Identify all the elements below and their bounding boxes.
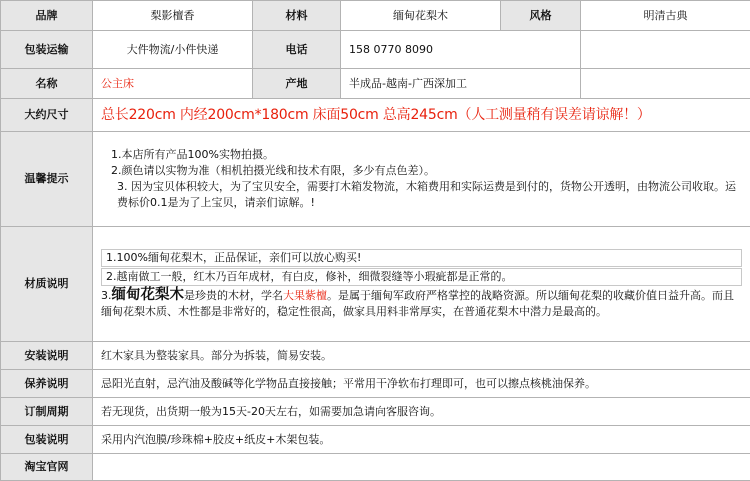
brand-value: 梨影檀香 xyxy=(93,1,253,31)
name-value: 公主床 xyxy=(93,69,253,99)
quality-line-1: 1.100%缅甸花梨木，正品保证，亲们可以放心购买! xyxy=(101,249,742,267)
row-name xyxy=(1,69,750,99)
empty-cell xyxy=(581,69,750,99)
origin-value: 半成品-越南-广西深加工 xyxy=(341,69,581,99)
style-value: 明清古典 xyxy=(581,1,750,31)
order-value: 若无现货，出货期一般为15天-20天左右，如需要加急请向客服咨询。 xyxy=(93,398,750,426)
shipping-label: 包装运输 xyxy=(1,31,93,69)
row-size xyxy=(1,99,750,132)
install-value: 红木家具为整装家具。部分为拆装，简易安装。 xyxy=(93,342,750,370)
row-care xyxy=(1,370,750,398)
row-shipping xyxy=(1,31,750,69)
row-shop xyxy=(1,454,750,481)
tips-label: 温馨提示 xyxy=(1,132,93,227)
quality-label: 材质说明 xyxy=(1,227,93,342)
row-packing xyxy=(1,426,750,454)
tip-line-2: 2.颜色请以实物为准（相机拍摄光线和技术有限，多少有点色差）。 xyxy=(101,163,742,179)
quality-line-3 xyxy=(101,287,742,320)
row-brand xyxy=(1,1,750,31)
size-text: 总长220cm 内经200cm*180cm 床面50cm 总高245cm（人工测量稍有误差请谅解！） xyxy=(101,107,651,123)
style-label: 风格 xyxy=(501,1,581,31)
tip-line-1: 1.本店所有产品100%实物拍摄。 xyxy=(101,147,742,163)
empty-cell xyxy=(581,31,750,69)
shop-value xyxy=(93,454,750,481)
tip-line-3: 3. 因为宝贝体积较大，为了宝贝安全，需要打木箱发物流，木箱费用和实际运费是到付的，货物公开透明，由物流公司收取。运费标价0.1是为了上宝贝，请亲们谅解。! xyxy=(101,179,742,211)
tips-content xyxy=(93,132,750,227)
quality-line-3-bold: 缅甸花梨木 xyxy=(112,287,185,303)
material-value: 缅甸花梨木 xyxy=(341,1,501,31)
care-label: 保养说明 xyxy=(1,370,93,398)
size-label: 大约尺寸 xyxy=(1,99,93,132)
care-value: 忌阳光直射，忌汽油及酸碱等化学物品直接接触；平常用干净软布打理即可，也可以擦点核桃油保养。 xyxy=(93,370,750,398)
phone-label: 电话 xyxy=(253,31,341,69)
row-install xyxy=(1,342,750,370)
shop-label: 淘宝官网 xyxy=(1,454,93,481)
row-quality xyxy=(1,227,750,342)
material-label: 材料 xyxy=(253,1,341,31)
origin-label: 产地 xyxy=(253,69,341,99)
quality-line-2: 2.越南做工一般，红木乃百年成材，有白皮，修补，细微裂缝等小瑕疵都是正常的。 xyxy=(101,268,742,286)
packing-label: 包装说明 xyxy=(1,426,93,454)
packing-value: 采用内汽泡膜/珍珠棉+胶皮+纸皮+木架包装。 xyxy=(93,426,750,454)
install-label: 安装说明 xyxy=(1,342,93,370)
quality-line-3-red: 大果紫檀 xyxy=(283,289,327,302)
row-order xyxy=(1,398,750,426)
name-label: 名称 xyxy=(1,69,93,99)
quality-line-3-b: 。是属于缅甸军政府严格掌控的战略资源。所以缅甸花梨的收藏价值日益升高。而且缅甸花梨木质、木性都是非常好的，稳定性很高，做家具用料非常厚实，在普通花梨木中潜力是最高的。 xyxy=(101,289,734,318)
quality-line-3-a: 是珍贵的木材，学名 xyxy=(184,289,283,302)
order-label: 订制周期 xyxy=(1,398,93,426)
quality-line-3-prefix: 3. xyxy=(101,289,112,302)
brand-label: 品牌 xyxy=(1,1,93,31)
size-value xyxy=(93,99,750,132)
quality-content xyxy=(93,227,750,342)
row-tips xyxy=(1,132,750,227)
phone-value: 158 0770 8090 xyxy=(341,31,581,69)
shipping-value: 大件物流/小件快递 xyxy=(93,31,253,69)
